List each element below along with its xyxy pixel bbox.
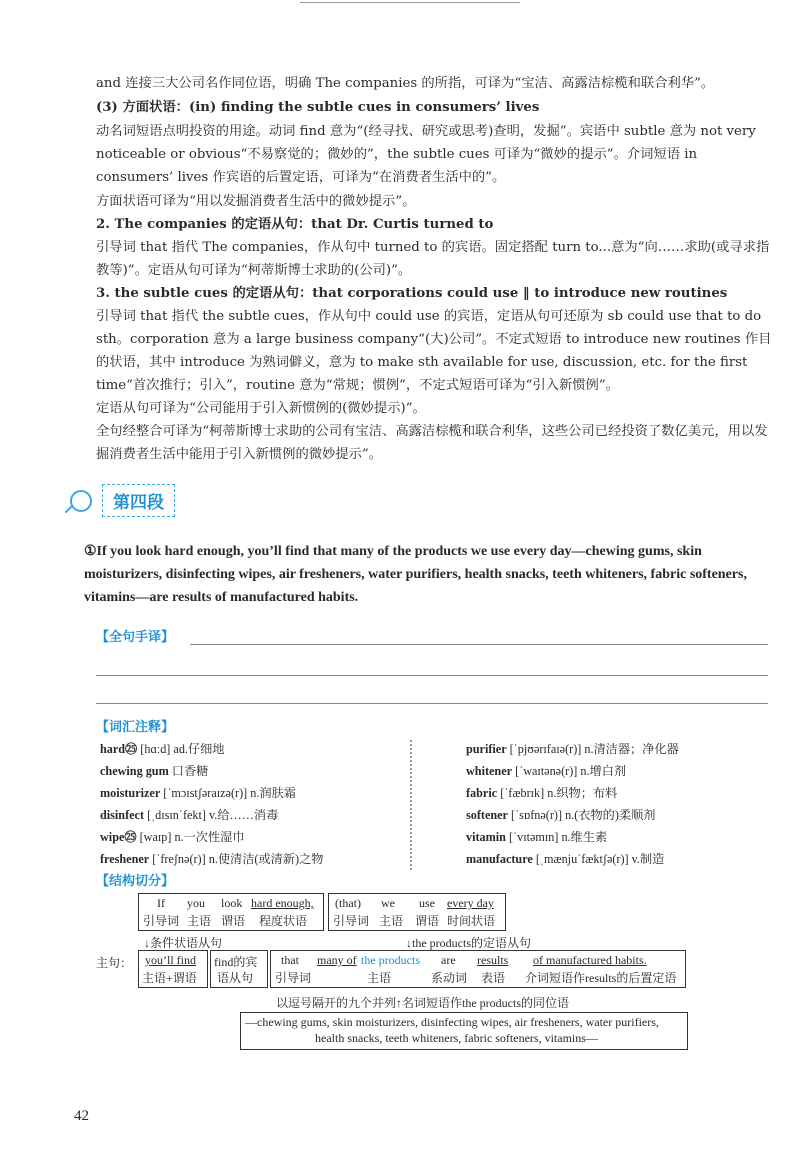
object-clause-content-box [270,950,686,988]
appositive-line: health snacks, teeth whiteners, fabric softeners, vitamins— [315,1031,598,1045]
role: 引导词 [333,914,370,928]
para-heading-2: 2. The companies 的定语从句：that Dr. Curtis turned to [96,217,494,232]
word: of manufactured habits. [533,953,647,967]
vocab-entry: manufacture [ˌmænjuˈfæktʃə(r)] v.制造 [466,852,665,866]
word: we [381,896,395,910]
section-title: 第四段 [102,484,175,517]
vocab-left-list [100,738,323,870]
word: (that) [335,896,361,910]
answer-line-1 [190,644,768,645]
vocab-entry: vitamin [ˈvɪtəmɪn] n.维生素 [466,830,608,844]
main-subject-box [138,950,208,988]
word: you [187,896,205,910]
arrow-conditional: ↓条件状语从句 [144,936,223,950]
magnifier-icon [70,490,92,512]
vocab-entry: wipe㉕ [waɪp] n.一次性湿巾 [100,830,245,844]
word: find的宾 [214,955,258,969]
para-explain-that: 引导词 that 指代 The companies，作从句中 turned to 的宾语。固定搭配 turn to...意为“向……求助(或寻求指教等)”。定语从句可译为“柯蒂斯博士求助的(公司)”。 [96,240,770,278]
word: you’ll find [145,953,196,967]
role: 引导词 [275,971,312,985]
main-clause-label: 主句： [96,956,133,970]
conditional-clause-box [138,893,324,931]
para-full-translation: 全句经整合可译为“柯蒂斯博士求助的公司有宝洁、高露洁棕榄和联合利华，这些公司已经投资了数亿美元，用以发掘消费者生活中能用于引入新惯例的微妙提示”。 [96,424,768,462]
appositive-box [240,1012,688,1050]
role: 谓语 [221,914,246,928]
para-heading-3: (3) 方面状语：(in) finding the subtle cues in consumers’ lives [96,100,540,115]
appositive-line: —chewing gums, skin moisturizers, disinfecting wipes, air fresheners, water purifiers, [245,1015,659,1029]
role: 表语 [481,971,506,985]
word: hard enough, [251,896,314,910]
answer-line-3 [96,703,768,704]
role: 语从句 [217,971,254,985]
para-line-1: and 连接三大公司名作同位语，明确 The companies 的所指，可译为“宝洁、高露洁棕榄和联合利华”。 [96,76,715,91]
role: 程度状语 [259,914,308,928]
vocab-right-list [466,738,679,870]
structure-label: 【结构切分】 [96,874,175,889]
word: the products [361,953,420,967]
para-explain-find: 动名词短语点明投资的用途。动词 find 意为“(经寻找、研究或思考)查明，发掘”。宾语中 subtle 意为 not very noticeable or obvious“不易察觉的；微妙的”，the subtle cues 可译为“微妙的提示”。介词短语 in consumers’ lives 作宾语的后置定语，可译为“在消费者生活中的”。 [96,124,756,185]
role: 主语+谓语 [142,971,197,985]
para-explain-cues: 引导词 that 指代 the subtle cues，作从句中 could use 的宾语，定语从句可还原为 sb could use that to do sth。corporation 意为 a large business company“(大)公司”。不定式短语 to introduce new routines 作目的状语，其中 introduce 为熟词僻义，意为 to make sth available for use, discussion, etc. for the first time“首次推行；引入”，routine 意为“常规；惯例”，不定式短语可译为“引入新惯例”。 [96,309,772,393]
role: 引导词 [143,914,180,928]
role: 主语 [379,914,404,928]
para-translation-1: 方面状语可译为“用以发掘消费者生活中的微妙提示”。 [96,194,416,209]
translation-label: 【全句手译】 [96,630,175,645]
word: results [477,953,509,967]
vocab-entry: purifier [ˈpjʊərɪfaɪə(r)] n.清洁器；净化器 [466,742,679,756]
column-divider [410,740,422,870]
word: every day [447,896,494,910]
vocab-entry: chewing gum 口香糖 [100,764,209,778]
object-clause-box [210,950,268,988]
word: many of [317,953,357,967]
vocab-entry: fabric [ˈfæbrɪk] n.织物；布料 [466,786,618,800]
vocab-entry: freshener [ˈfreʃnə(r)] n.使清洁(或清新)之物 [100,852,324,866]
role: 系动词 [431,971,468,985]
word: are [441,953,456,967]
vocab-entry: softener [ˈsɒfnə(r)] n.(衣物的)柔顺剂 [466,808,656,822]
arrow-relative: ↓the products的定语从句 [406,936,531,950]
vocab-entry: disinfect [ˌdɪsɪnˈfekt] v.给……消毒 [100,808,279,822]
section-header [70,484,175,517]
role: 谓语 [415,914,440,928]
page-number: 42 [74,1108,89,1124]
relative-clause-box [328,893,506,931]
role: 时间状语 [447,914,496,928]
top-rule [300,2,520,3]
vocab-label: 【词汇注释】 [96,720,175,735]
word: that [281,953,299,967]
vocab-entry: whitener [ˈwaɪtənə(r)] n.增白剂 [466,764,627,778]
appositive-note: 以逗号隔开的九个并列↑名词短语作the products的同位语 [276,996,570,1010]
para-translation-2: 定语从句可译为“公司能用于引入新惯例的(微妙提示)”。 [96,401,426,416]
vocab-entry: hard㉕ [hɑːd] ad.仔细地 [100,742,225,756]
paragraph-4-text: ①If you look hard enough, you’ll find that many of the products we use every day—chewing gums, skin moisturizers, disinfecting wipes, air fresheners, water purifiers, health snacks, teeth whiteners, fabric softeners, vitamins—are results of manufactured habits. [84,544,747,605]
vocab-entry: moisturizer [ˈmɔɪstʃəraɪzə(r)] n.润肤霜 [100,786,296,800]
role: 介词短语作results的后置定语 [525,971,677,985]
role: 主语 [367,971,392,985]
word: If [157,896,165,910]
answer-line-2 [96,675,768,676]
role: 主语 [187,914,212,928]
para-heading-3b: 3. the subtle cues 的定语从句：that corporations could use ‖ to introduce new routines [96,286,728,301]
word: use [419,896,435,910]
word: look [221,896,243,910]
